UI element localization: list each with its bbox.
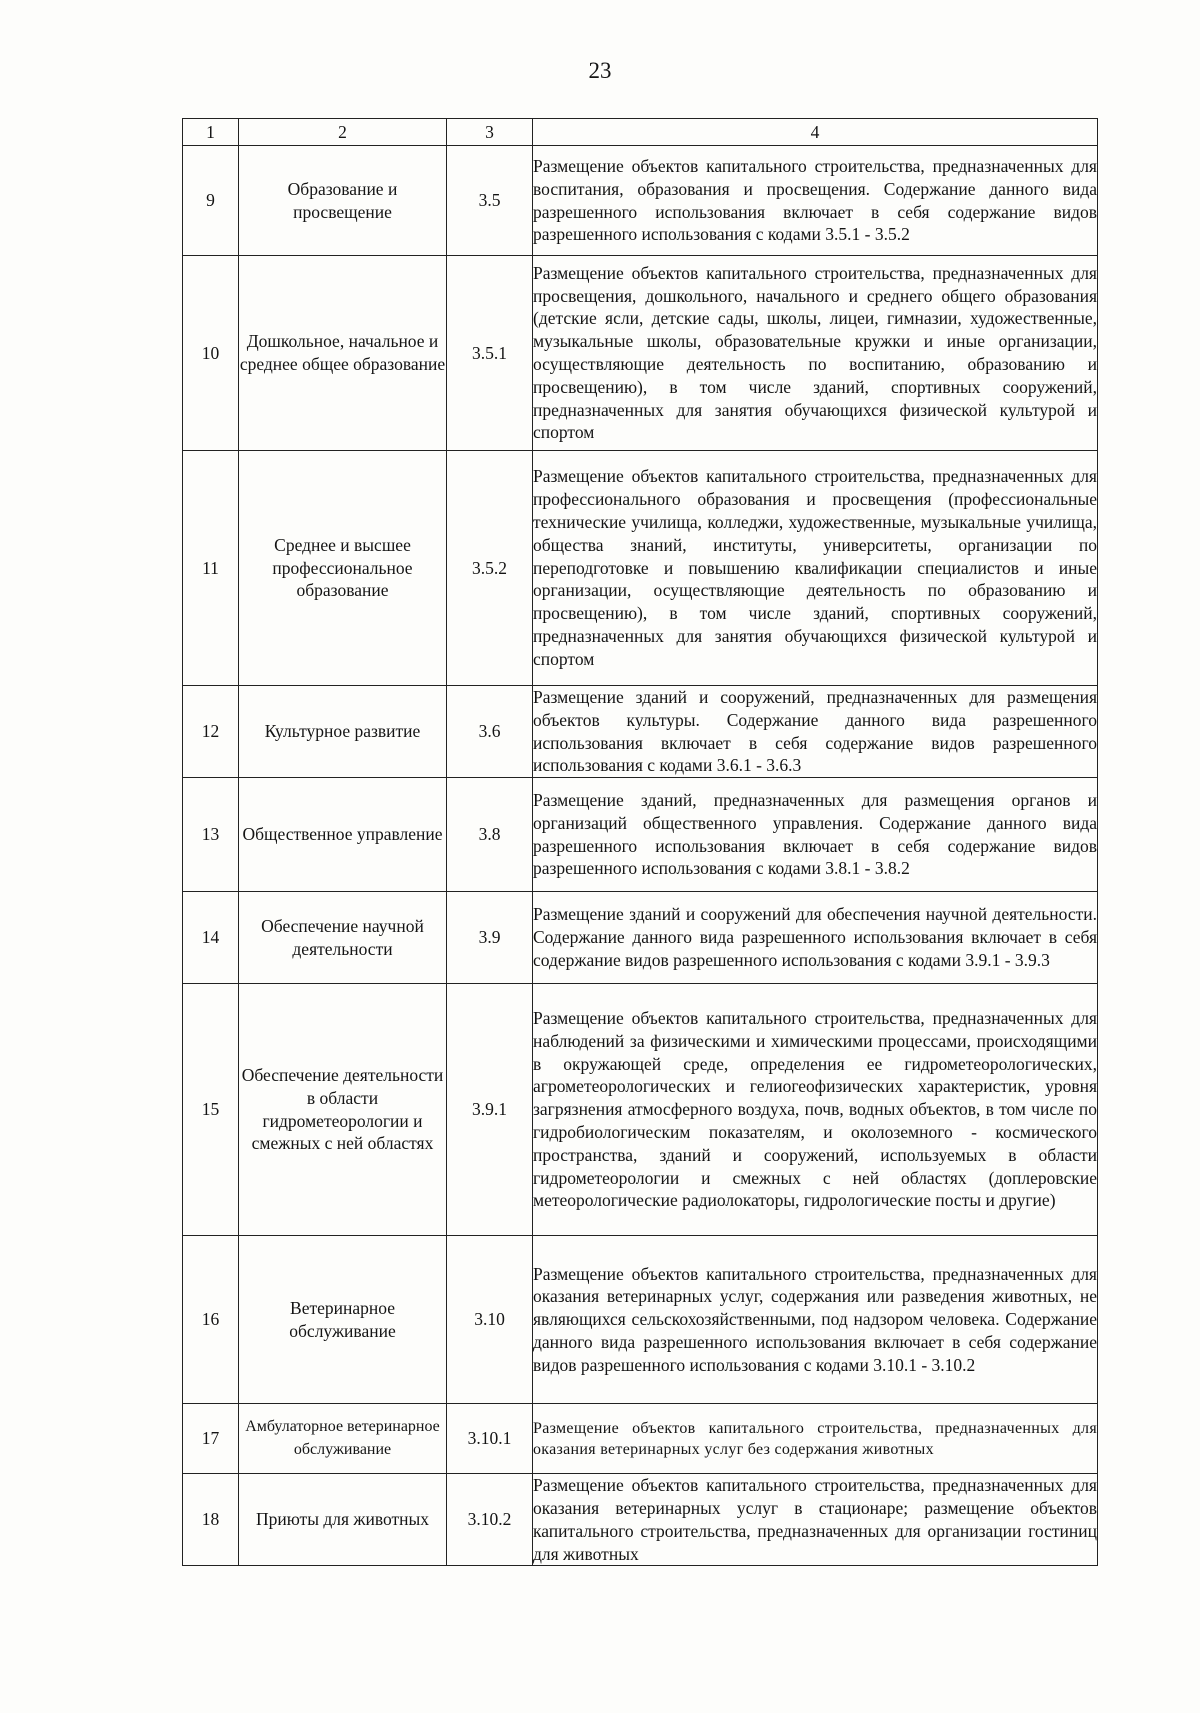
use-type-name: Ветеринарное обслуживание [239, 1236, 447, 1404]
row-number: 15 [183, 984, 239, 1236]
use-type-description: Размещение зданий, предназначенных для размещения органов и организаций общественного управления. Содержание данного вида разрешенного использования включает в себя содержание видов разрешенного использования с кодами 3.8.1 - 3.8.2 [533, 778, 1098, 892]
use-type-description: Размещение зданий и сооружений, предназначенных для размещения объектов культуры. Содержание данного вида разрешенного использования включает в себя содержание видов разрешенного использования с кодами 3.6.1 - 3.6.3 [533, 686, 1098, 778]
use-type-code: 3.6 [447, 686, 533, 778]
use-type-description: Размещение объектов капитального строительства, предназначенных для профессионального образования и просвещения (профессиональные технические училища, колледжи, художественные, музыкальные училища, общества знаний, институты, университеты, организации по переподготовке и повышению квалификации специалистов и иные организации, осуществляющие деятельность по образованию и просвещению), в том числе зданий, спортивных сооружений, предназначенных для занятия обучающихся физической культурой и спортом [533, 451, 1098, 686]
table-row [183, 1474, 1098, 1566]
table-row [183, 256, 1098, 451]
row-number: 17 [183, 1404, 239, 1474]
use-type-name: Дошкольное, начальное и среднее общее образование [239, 256, 447, 451]
use-type-name: Приюты для животных [239, 1474, 447, 1566]
use-type-description: Размещение зданий и сооружений для обеспечения научной деятельности. Содержание данного вида разрешенного использования включает в себя содержание видов разрешенного использования с кодами 3.9.1 - 3.9.3 [533, 892, 1098, 984]
row-number: 10 [183, 256, 239, 451]
table-header-row [183, 119, 1098, 146]
table-row [183, 686, 1098, 778]
use-type-description: Размещение объектов капитального строительства, предназначенных для оказания ветеринарных услуг в стационаре; размещение объектов капитального строительства, предназначенных для организации гостиниц для животных [533, 1474, 1098, 1566]
header-cell: 1 [183, 119, 239, 146]
use-type-code: 3.8 [447, 778, 533, 892]
use-type-name: Амбулаторное ветеринарное обслуживание [239, 1404, 447, 1474]
table-row [183, 1404, 1098, 1474]
use-type-name: Общественное управление [239, 778, 447, 892]
use-type-code: 3.9.1 [447, 984, 533, 1236]
use-type-code: 3.5.2 [447, 451, 533, 686]
row-number: 18 [183, 1474, 239, 1566]
use-type-description: Размещение объектов капитального строительства, предназначенных для просвещения, дошкольного, начального и среднего общего образования (детские ясли, детские сады, школы, лицеи, гимназии, художественные, музыкальные школы, образовательные кружки и иные организации, осуществляющие деятельность по воспитанию, образованию и просвещению), в том числе зданий, спортивных сооружений, предназначенных для занятия обучающихся физической культурой и спортом [533, 256, 1098, 451]
row-number: 16 [183, 1236, 239, 1404]
header-cell: 2 [239, 119, 447, 146]
row-number: 13 [183, 778, 239, 892]
use-type-description: Размещение объектов капитального строительства, предназначенных для наблюдений за физическими и химическими процессами, происходящими в окружающей среде, определения ее гидрометеорологических, агрометеорологических и гелиогеофизических характеристик, уровня загрязнения атмосферного воздуха, почв, водных объектов, в том числе по гидробиологическим показателям, и околоземного - космического пространства, зданий и сооружений, используемых в области гидрометеорологии и смежных с ней областях (доплеровские метеорологические радиолокаторы, гидрологические посты и другие) [533, 984, 1098, 1236]
use-type-name: Обеспечение деятельности в области гидрометеорологии и смежных с ней областях [239, 984, 447, 1236]
use-type-code: 3.5 [447, 146, 533, 256]
use-type-description: Размещение объектов капитального строительства, предназначенных для воспитания, образования и просвещения. Содержание данного вида разрешенного использования включает в себя содержание видов разрешенного использования с кодами 3.5.1 - 3.5.2 [533, 146, 1098, 256]
use-type-code: 3.10.2 [447, 1474, 533, 1566]
use-type-description: Размещение объектов капитального строительства, предназначенных для оказания ветеринарных услуг без содержания животных [533, 1404, 1098, 1474]
row-number: 12 [183, 686, 239, 778]
use-type-code: 3.9 [447, 892, 533, 984]
table-row [183, 778, 1098, 892]
table-row [183, 146, 1098, 256]
table-row [183, 451, 1098, 686]
land-use-table [182, 118, 1098, 1566]
table-row [183, 984, 1098, 1236]
use-type-name: Образование и просвещение [239, 146, 447, 256]
row-number: 9 [183, 146, 239, 256]
table-row [183, 1236, 1098, 1404]
row-number: 11 [183, 451, 239, 686]
use-type-code: 3.5.1 [447, 256, 533, 451]
use-type-code: 3.10.1 [447, 1404, 533, 1474]
use-type-name: Культурное развитие [239, 686, 447, 778]
header-cell: 4 [533, 119, 1098, 146]
use-type-name: Обеспечение научной деятельности [239, 892, 447, 984]
row-number: 14 [183, 892, 239, 984]
page-number: 23 [588, 58, 612, 83]
use-type-code: 3.10 [447, 1236, 533, 1404]
table-row [183, 892, 1098, 984]
use-type-name: Среднее и высшее профессиональное образование [239, 451, 447, 686]
use-type-description: Размещение объектов капитального строительства, предназначенных для оказания ветеринарных услуг, содержания или разведения животных, не являющихся сельскохозяйственными, под надзором человека. Содержание данного вида разрешенного использования включает в себя содержание видов разрешенного использования с кодами 3.10.1 - 3.10.2 [533, 1236, 1098, 1404]
header-cell: 3 [447, 119, 533, 146]
